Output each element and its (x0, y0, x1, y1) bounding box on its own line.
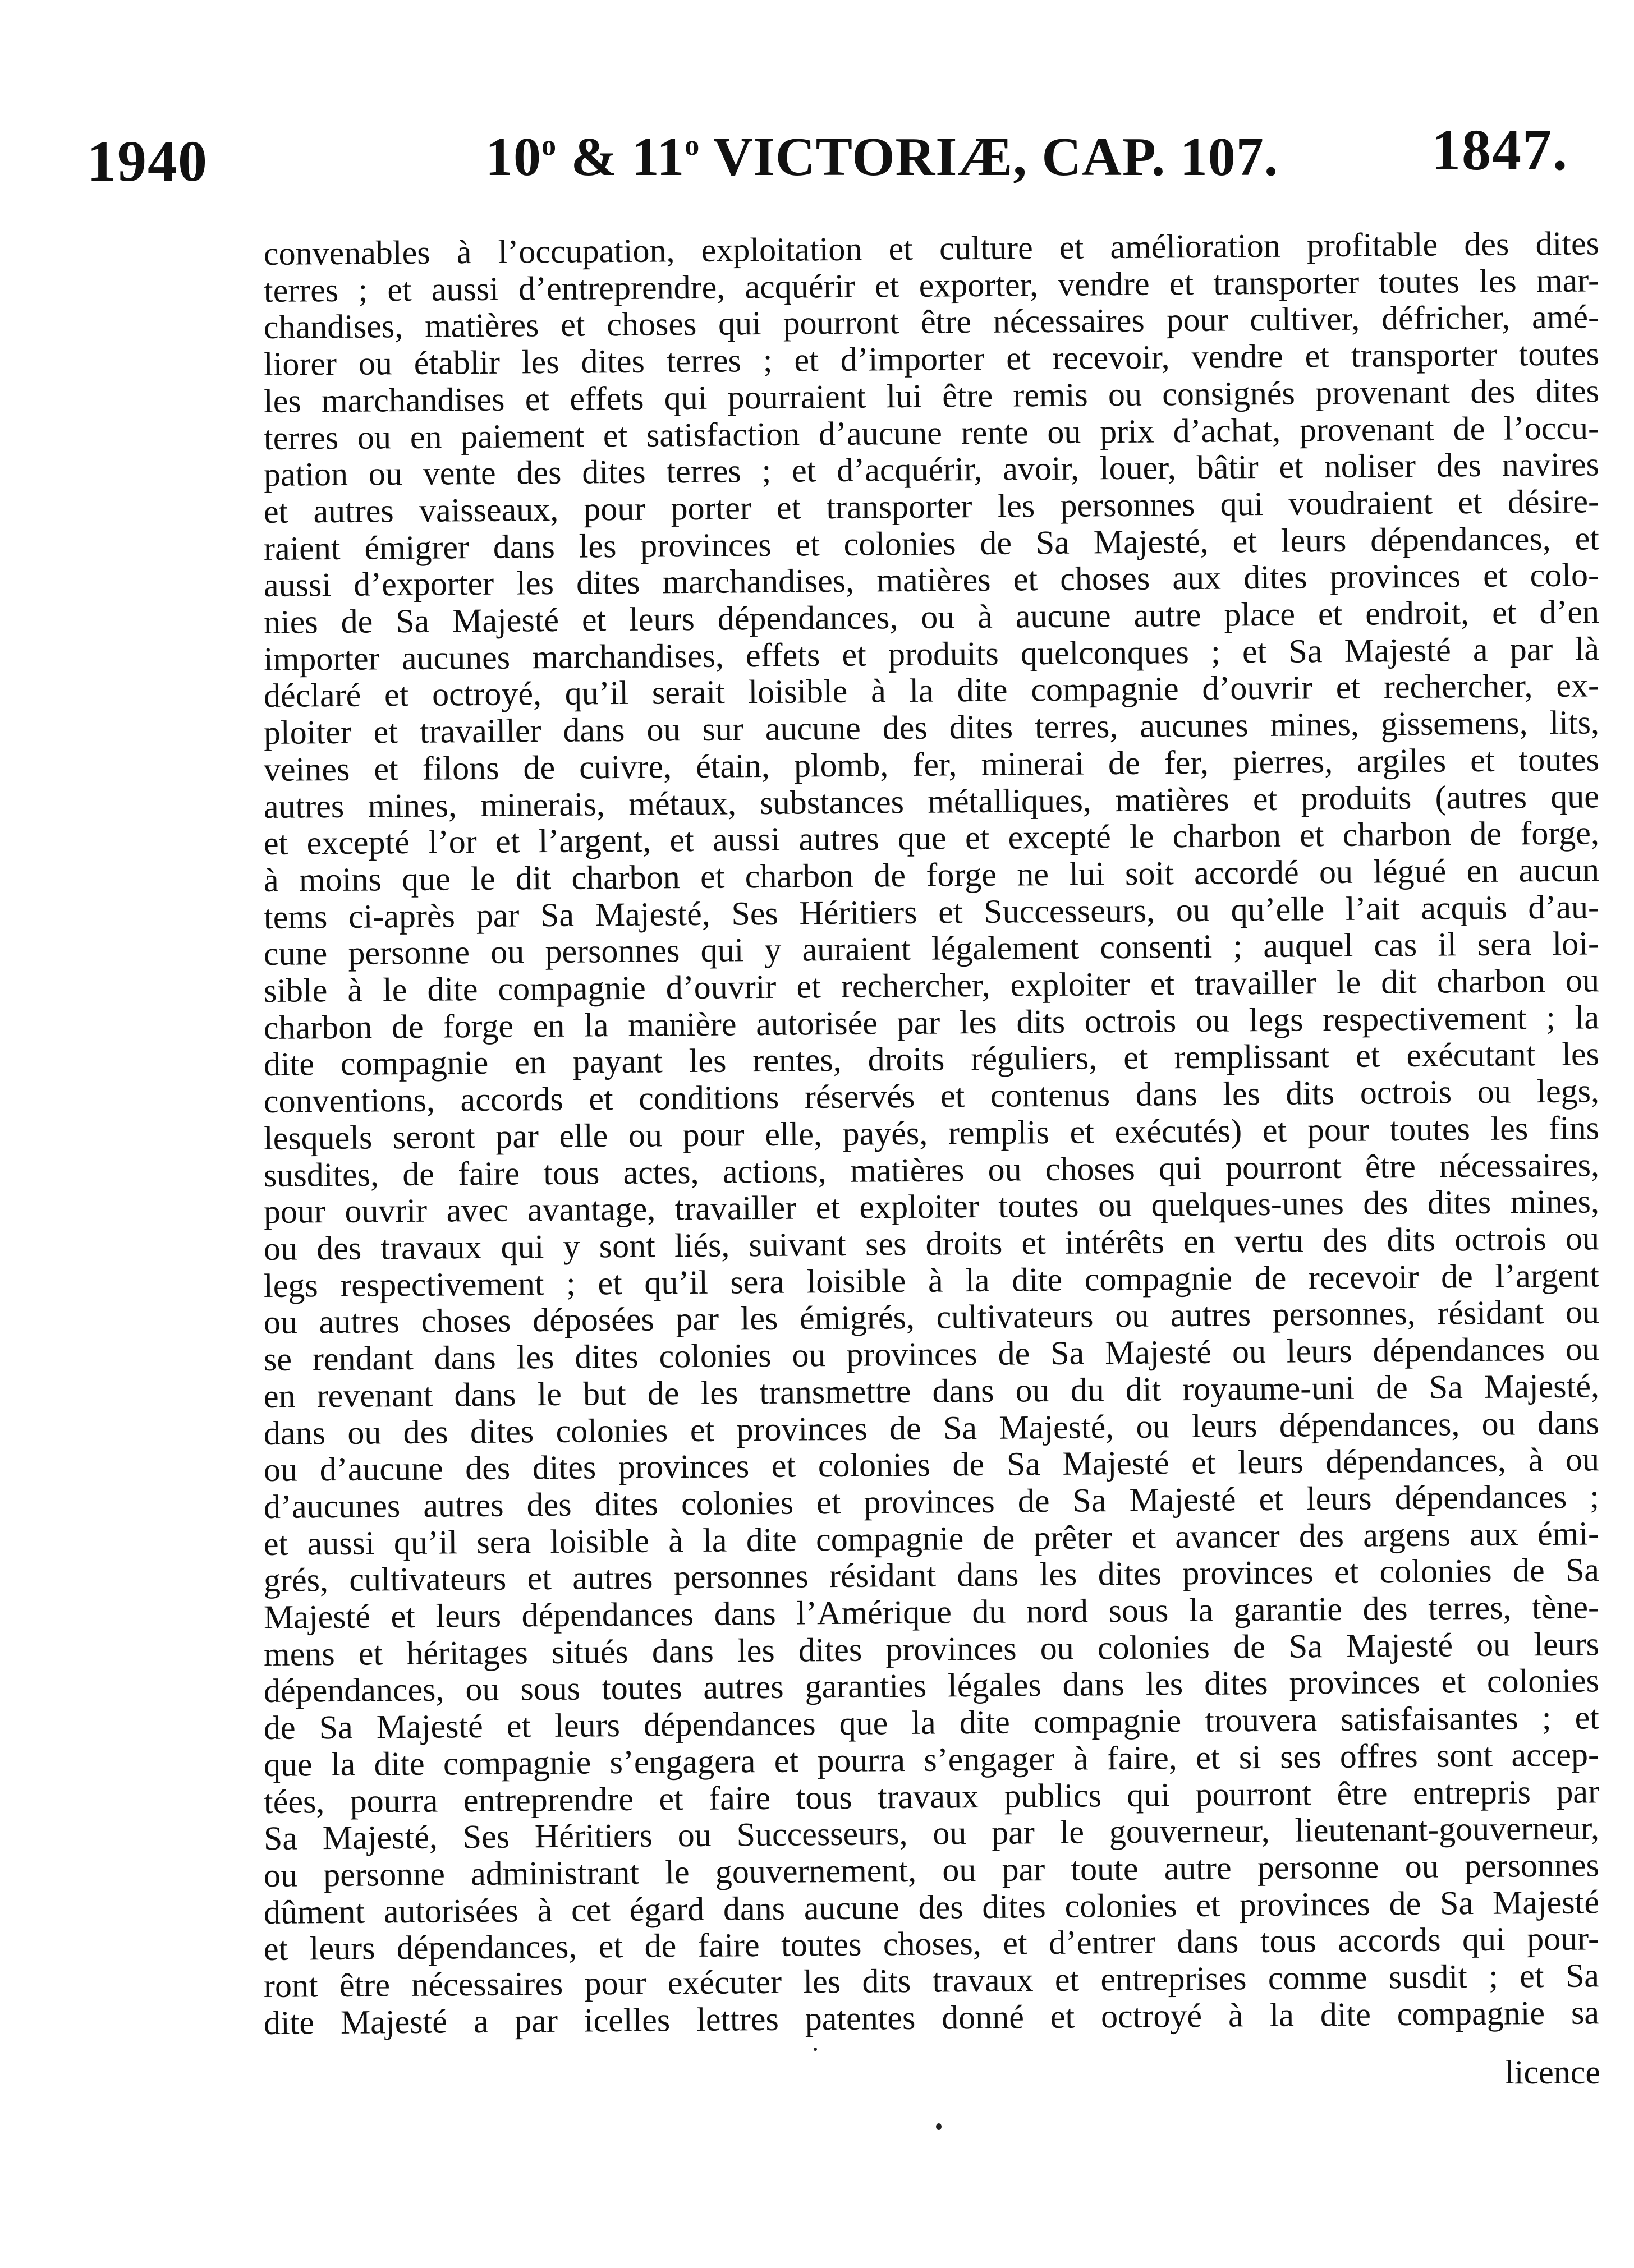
text-line: ou autres choses déposées par les émigrés, cultivateurs ou autres personnes, résidant ou (263, 1293, 1600, 1341)
text-line: nies de Sa Majesté et leurs dépendances, ou à aucune autre place et endroit, et d’en (263, 593, 1600, 641)
text-line: les marchandises et effets qui pourraient lui être remis ou consignés provenant des dites (263, 372, 1600, 420)
text-line: chandises, matières et choses qui pourront être nécessaires pour cultiver, défricher, amé- (263, 298, 1600, 346)
text-line: Sa Majesté, Ses Héritiers ou Successeurs, ou par le gouverneur, lieutenant-gouverneur, (263, 1809, 1600, 1857)
text-line: charbon de forge en la manière autorisée par les dits octrois ou legs respectivement ; la (263, 999, 1600, 1046)
text-line: d’aucunes autres des dites colonies et provinces de Sa Majesté et leurs dépendances ; (263, 1478, 1600, 1525)
text-line: tées, pourra entreprendre et faire tous travaux publics qui pourront être entrepris par (263, 1772, 1600, 1820)
catchword: licence (1505, 2054, 1600, 2091)
page-year: 1847. (1431, 118, 1568, 182)
text-line: tems ci-après par Sa Majesté, Ses Héritiers et Successeurs, ou qu’elle l’ait acquis d’au- (263, 887, 1600, 936)
text-line: convenables à l’occupation, exploitation et culture et amélioration profitable des dites (263, 224, 1600, 272)
text-line: en revenant dans le but de les transmettre dans ou du dit royaume-uni de Sa Majesté, (263, 1367, 1600, 1415)
title-connector: & (557, 127, 632, 187)
ordinal-mark-first: o (541, 130, 557, 162)
text-line: ploiter et travailler dans ou sur aucune des dites terres, aucunes mines, gissemens, lits, (263, 703, 1600, 752)
text-line: autres mines, minerais, métaux, substances métalliques, matières et produits (autres que (263, 777, 1600, 825)
text-line: sible à le dite compagnie d’ouvrir et rechercher, exploiter et travailler le dit charbon ou (263, 962, 1600, 1010)
text-line: de Sa Majesté et leurs dépendances que la dite compagnie trouvera satisfaisantes ; et (263, 1699, 1600, 1747)
text-line: pour ouvrir avec avantage, travailler et exploiter toutes ou quelques-unes des dites mines, (263, 1183, 1600, 1231)
text-line: cune personne ou personnes qui y auraient légalement consenti ; auquel cas il sera loi- (263, 924, 1600, 973)
text-line: veines et filons de cuivre, étain, plomb, fer, minerai de fer, pierres, argiles et toutes (263, 740, 1600, 788)
text-line: ou des travaux qui y sont liés, suivant ses droits et intérêts en vertu des dits octrois ou (263, 1220, 1600, 1267)
regnal-year-first: 10 (485, 127, 541, 187)
text-line: aussi d’exporter les dites marchandises, matières et choses aux dites provinces et colo- (263, 556, 1600, 604)
text-line: conventions, accords et conditions réservés et contenus dans les dits octrois ou legs, (263, 1072, 1600, 1120)
text-line: raient émigrer dans les provinces et colonies de Sa Majesté, et leurs dépendances, et (263, 519, 1600, 567)
text-line: dans ou des dites colonies et provinces de Sa Majesté, ou leurs dépendances, ou dans (263, 1404, 1600, 1452)
text-line: grés, cultivateurs et autres personnes résidant dans les dites provinces et colonies de Sa (263, 1551, 1600, 1599)
ink-speck (814, 2048, 817, 2051)
text-line: et excepté l’or et l’argent, et aussi autres que et excepté le charbon et charbon de forge, (263, 814, 1600, 862)
text-line: dite Majesté a par icelles lettres patentes donné et octroyé à la dite compagnie sa (263, 1994, 1600, 2041)
text-line: ront être nécessaires pour exécuter les dits travaux et entreprises comme susdit ; et Sa (263, 1957, 1600, 2005)
ink-speck (936, 2123, 942, 2130)
text-line: se rendant dans les dites colonies ou provinces de Sa Majesté ou leurs dépendances ou (263, 1330, 1600, 1378)
text-line: ou personne administrant le gouvernement, ou par toute autre personne ou personnes (263, 1846, 1600, 1894)
text-line: legs respectivement ; et qu’il sera loisible à la dite compagnie de recevoir de l’argent (263, 1256, 1600, 1304)
text-line: à moins que le dit charbon et charbon de forge ne lui soit accordé ou légué en aucun (263, 851, 1600, 899)
text-line: terres ou en paiement et satisfaction d’aucune rente ou prix d’achat, provenant de l’occu- (263, 408, 1600, 457)
text-line: déclaré et octroyé, qu’il serait loisible à la dite compagnie d’ouvrir et rechercher, ex- (263, 666, 1600, 715)
text-line: dûment autorisées à cet égard dans aucune des dites colonies et provinces de Sa Majesté (263, 1883, 1600, 1931)
page-header (87, 117, 1568, 195)
text-line: dépendances, ou sous toutes autres garanties légales dans les dites provinces et colonies (263, 1662, 1600, 1710)
running-title (485, 126, 1278, 188)
statute-body-text (263, 224, 1600, 2041)
text-line: terres ; et aussi d’entreprendre, acquérir et exporter, vendre et transporter toutes les mar- (263, 261, 1600, 309)
ordinal-mark-second: o (685, 130, 700, 162)
text-line: lesquels seront par elle ou pour elle, payés, remplis et exécutés) et pour toutes les fins (263, 1109, 1600, 1157)
text-line: et aussi qu’il sera loisible à la dite compagnie de prêter et avancer des argens aux émi- (263, 1514, 1600, 1562)
regnal-year-second: 11 (631, 127, 685, 187)
page-number: 1940 (87, 129, 208, 194)
text-line: et autres vaisseaux, pour porter et transporter les personnes qui voudraient et désire- (263, 482, 1600, 530)
title-chapter: VICTORIÆ, CAP. 107. (700, 127, 1279, 187)
text-line: mens et héritages situés dans les dites provinces ou colonies de Sa Majesté ou leurs (263, 1625, 1600, 1673)
text-line: que la dite compagnie s’engagera et pourra s’engager à faire, et si ses offres sont accep- (263, 1736, 1600, 1783)
text-line: susdites, de faire tous actes, actions, matières ou choses qui pourront être nécessaires, (263, 1145, 1600, 1194)
text-line: dite compagnie en payant les rentes, droits réguliers, et remplissant et exécutant les (263, 1035, 1600, 1083)
text-line: Majesté et leurs dépendances dans l’Amérique du nord sous la garantie des terres, tène- (263, 1588, 1600, 1636)
text-line: ou d’aucune des dites provinces et colonies de Sa Majesté et leurs dépendances, à ou (263, 1441, 1600, 1489)
text-line: pation ou vente des dites terres ; et d’acquérir, avoir, louer, bâtir et noliser des navires (263, 445, 1600, 494)
text-line: liorer ou établir les dites terres ; et d’importer et recevoir, vendre et transporter toutes (263, 335, 1600, 383)
text-line: importer aucunes marchandises, effets et produits quelconques ; et Sa Majesté a par là (263, 630, 1600, 678)
text-line: et leurs dépendances, et de faire toutes choses, et d’entrer dans tous accords qui pour- (263, 1920, 1600, 1968)
